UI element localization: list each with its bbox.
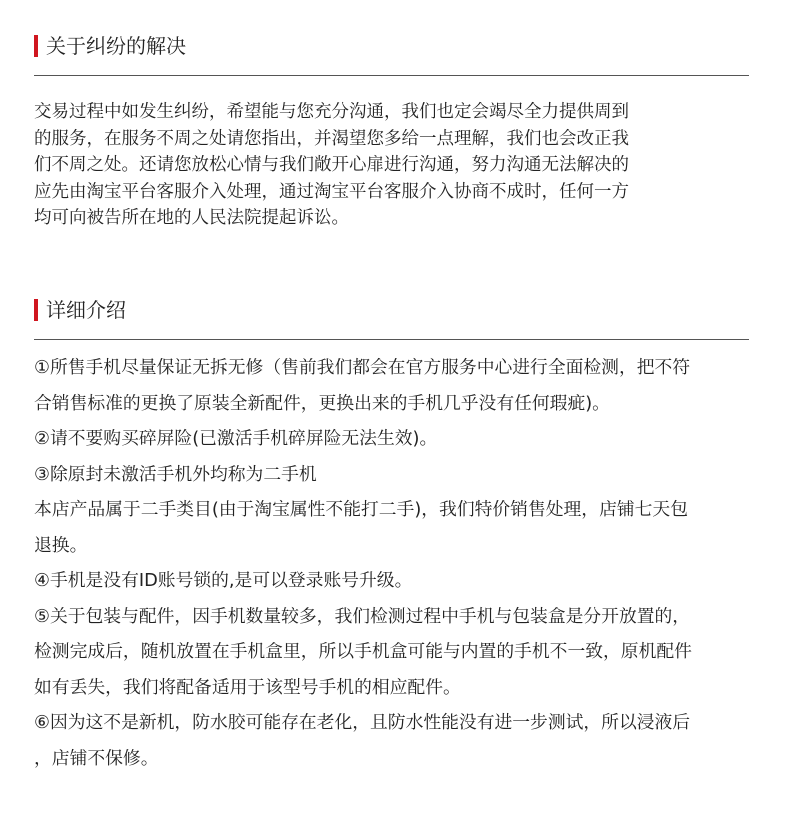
section-header-dispute — [34, 34, 186, 58]
details-line: ，店铺不保修。 — [34, 747, 159, 769]
details-line: ⑥因为这不是新机，防水胶可能存在老化，且防水性能没有进一步测试，所以浸液后 — [34, 712, 691, 733]
paragraph-line: 们不周之处。还请您放松心情与我们敞开心扉进行沟通，努力沟通无法解决的 — [34, 155, 629, 175]
details-line: ①所售手机尽量保证无拆无修（售前我们都会在官方服务中心进行全面检测，把不符 — [34, 357, 691, 378]
section-header-details — [34, 298, 126, 322]
details-line: 如有丢失，我们将配备适用于该型号手机的相应配件。 — [34, 676, 461, 698]
details-line: ②请不要购买碎屏险(已激活手机碎屏险无法生效)。 — [34, 428, 438, 449]
details-line: 本店产品属于二手类目(由于淘宝属性不能打二手)，我们特价销售处理，店铺七天包 — [34, 499, 688, 520]
details-line: 检测完成后，随机放置在手机盒里，所以手机盒可能与内置的手机不一致，原机配件 — [34, 641, 692, 662]
details-line: ③除原封未激活手机外均称为二手机 — [34, 463, 317, 485]
paragraph-line: 的服务，在服务不周之处请您指出，并渴望您多给一点理解，我们也会改正我 — [34, 128, 629, 149]
details-paragraph — [34, 350, 774, 776]
section-divider — [34, 339, 749, 340]
dispute-paragraph — [34, 99, 774, 232]
details-line: ④手机是没有ID账号锁的,是可以登录账号升级。 — [34, 570, 413, 591]
section-divider — [34, 75, 749, 76]
paragraph-line: 均可向被告所在地的人民法院提起诉讼。 — [34, 208, 349, 228]
section-title: 关于纠纷的解决 — [46, 34, 186, 58]
paragraph-line: 交易过程中如发生纠纷，希望能与您充分沟通，我们也定会竭尽全力提供周到 — [34, 102, 629, 122]
details-line: ⑤关于包装与配件，因手机数量较多，我们检测过程中手机与包装盒是分开放置的， — [34, 605, 691, 627]
accent-bar — [34, 35, 38, 57]
details-line: 退换。 — [34, 534, 88, 556]
section-title: 详细介绍 — [46, 298, 126, 322]
accent-bar — [34, 299, 38, 321]
paragraph-line: 应先由淘宝平台客服介入处理，通过淘宝平台客服介入协商不成时，任何一方 — [34, 181, 629, 202]
details-line: 合销售标准的更换了原装全新配件，更换出来的手机几乎没有任何瑕疵)。 — [34, 392, 610, 414]
